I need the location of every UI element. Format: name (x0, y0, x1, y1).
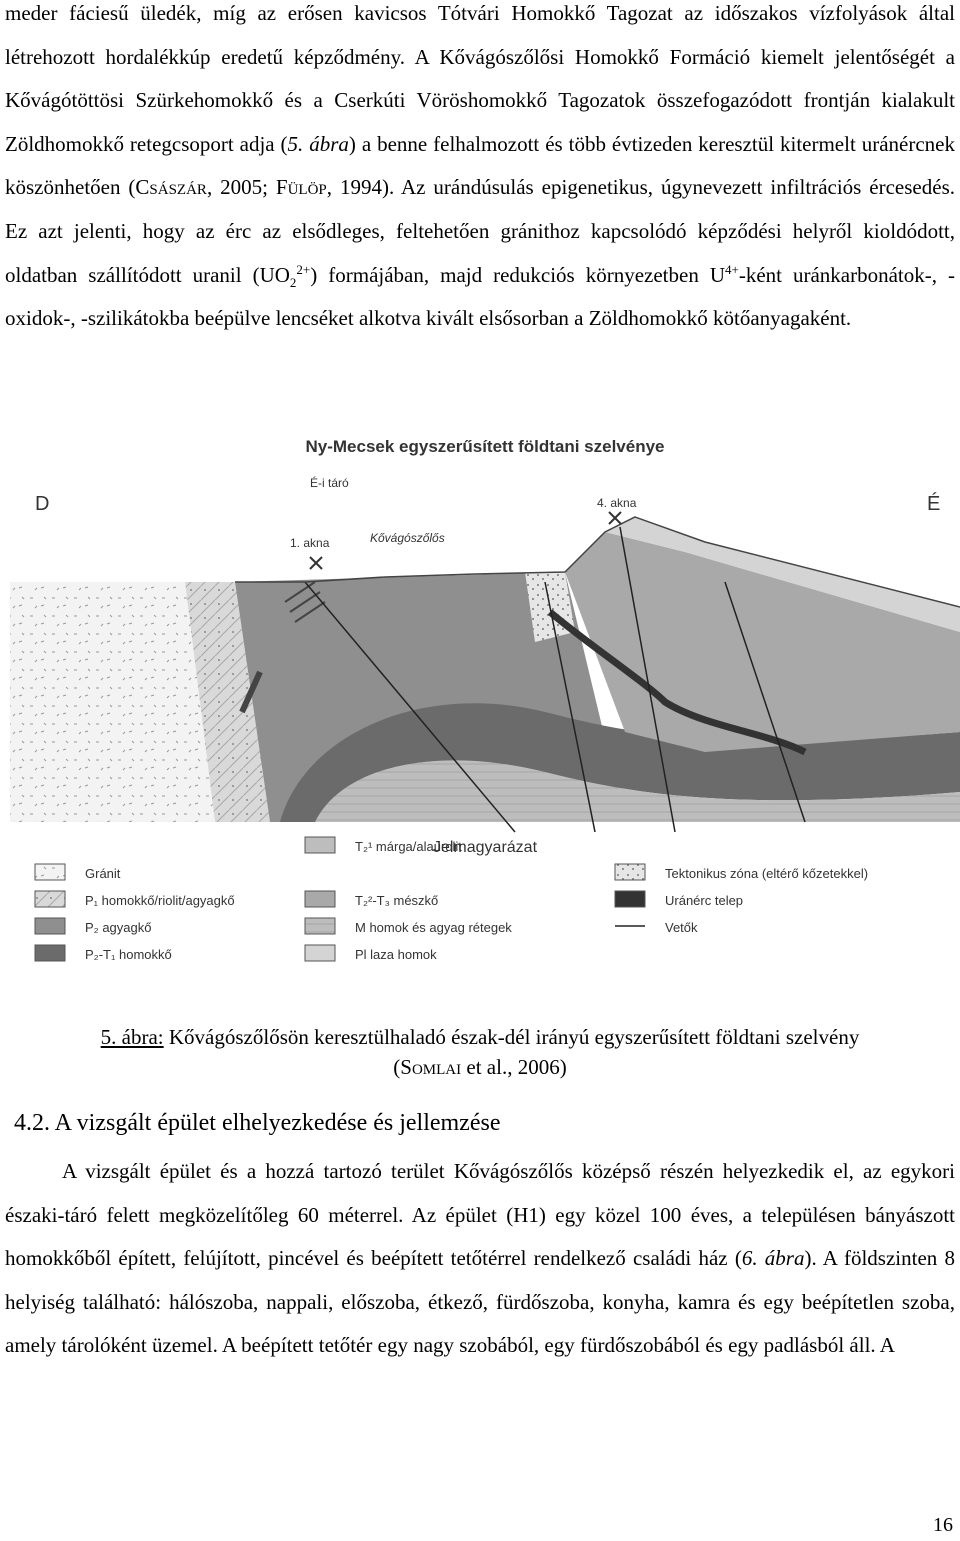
direction-south: D (35, 493, 50, 515)
geologic-cross-section-figure (5, 432, 960, 1002)
legend-item: Gránit (85, 866, 121, 881)
section-heading: 4.2. A vizsgált épület elhelyezkedése és jellemzése (14, 1110, 501, 1136)
figure-caption (0, 1022, 960, 1082)
legend-item: Pl laza homok (355, 947, 437, 962)
legend-item: T₂¹ márga/alaurolit (355, 839, 462, 854)
subscript: 2 (289, 274, 297, 290)
caption-citation: et al., 2006) (461, 1055, 567, 1079)
legend-item: Tektonikus zóna (eltérő kőzetekkel) (665, 866, 869, 881)
figure-reference: 6. ábra (741, 1246, 805, 1271)
text-run: A vizsgált épület és a hozzá tartozó terület Kővágószőlős középső részén helyezkedik el, az egykori északi-táró felett megközelítőleg 60 méterrel. Az épület (H1) egy közel 100 éves, a településen bányászott homokkőből épített, felújított, pincével és beépített tetőtérrel rendelkező családi ház ( (5, 1159, 955, 1271)
legend-item: M homok és agyag rétegek (355, 920, 512, 935)
body-paragraph-1 (5, 0, 955, 341)
text-run: meder fáciesű üledék, míg az erősen kavicsos Tótvári Homokkő Tagozat az időszakos vízfolyások által létrehozott hordalékkúp eredetű képződmény. A Kővágószőlősi Homokkő Formáció kiemelt jelentőségét a Kővágótöttösi Szürkehomokkő és a Cserkúti Vöröshomokkő Tagozatok összefogazódott frontján kialakult Zöldhomokkő retegcsoport adja ( (5, 1, 955, 156)
caption-label: 5. ábra: (100, 1025, 164, 1049)
figure-reference: 5. ábra (287, 131, 349, 156)
superscript: 2+ (296, 261, 311, 277)
label-adit: É-i táró (310, 476, 349, 490)
citation-author: Fülöp (275, 175, 327, 200)
text-run: ) a benne felhalmozott és több évtizeden keresztül kitermelt uránércnek köszönhetően ( (5, 131, 955, 200)
legend-item: P₂ agyagkő (85, 920, 152, 935)
body-paragraph-2 (5, 1150, 955, 1368)
direction-north: É (927, 493, 941, 515)
caption-paren: ( (393, 1055, 401, 1079)
superscript: 4+ (725, 261, 739, 277)
legend-title: Jelmagyarázat (432, 839, 538, 856)
label-shaft-4: 4. akna (597, 496, 637, 510)
text-run: ). A földszinten 8 helyiség található: hálószoba, nappali, előszoba, étkező, fürdőszoba, konyha, kamra és egy beépítetlen szoba, amely tárolóként üzemel. A beépített tetőtér egy nagy szobából, egy fürdőszobából és egy padlásból áll. A (5, 1246, 955, 1358)
caption-text: Kővágószőlősön keresztülhaladó észak-dél irányú egyszerűsített földtani szelvény (163, 1025, 860, 1049)
legend-item: T₂²-T₃ mészkő (355, 893, 439, 908)
legend-item: Vetők (665, 920, 698, 935)
text-run: ) formájában, majd redukciós környezetben U (310, 262, 725, 287)
legend-item: P₁ homokkő/riolit/agyagkő (85, 893, 235, 908)
text-run: -ként uránkarbonátok-, -oxidok-, -szilikátokba beépülve lencséket alkotva kivált elsősorban a Zöldhomokkő kötőanyagaként. (5, 262, 955, 331)
text-run: , 2005; (206, 175, 276, 200)
caption-author: Somlai (400, 1055, 462, 1079)
legend-item: Uránérc telep (665, 893, 744, 908)
label-town: Kővágószőlős (370, 531, 445, 545)
text-run: , 1994). Az urándúsulás epigenetikus, úgynevezett infiltrációs ércesedés. Ez azt jelenti, hogy az érc az elsődleges, feltehetően gránithoz kapcsolódó képződési helyről kioldódott, oldatban szállítódott uranil (UO (5, 175, 955, 287)
label-shaft-1: 1. akna (290, 536, 330, 550)
page-number: 16 (933, 1514, 953, 1536)
figure-title: Ny-Mecsek egyszerűsített földtani szelvénye (305, 437, 665, 456)
citation-author: Császár (135, 175, 207, 200)
cross-section-layers (10, 517, 960, 832)
legend-item: P₂-T₁ homokkő (85, 947, 172, 962)
